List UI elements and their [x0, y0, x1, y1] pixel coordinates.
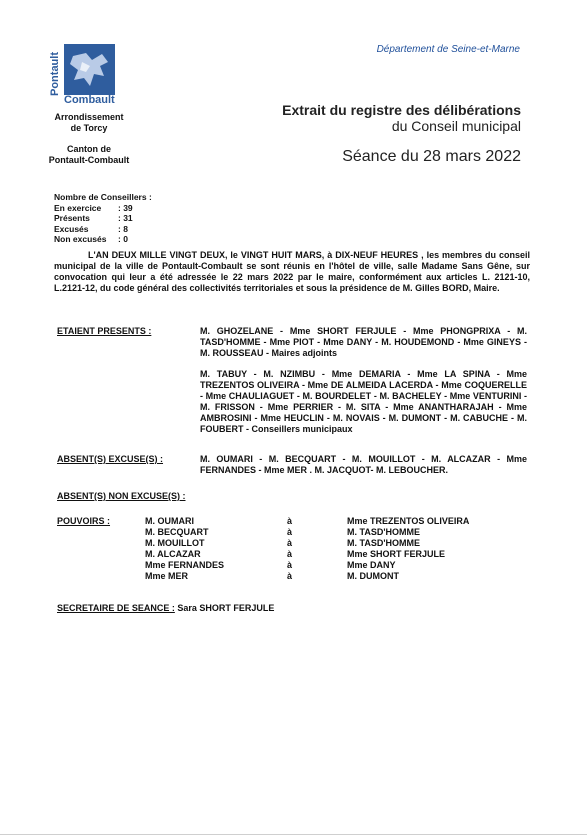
pouvoir-row: M. OUMARI à Mme TREZENTOS OLIVEIRA — [145, 516, 470, 526]
document-subtitle: du Conseil municipal — [391, 118, 521, 134]
stats-row: Excusés : 8 — [54, 223, 128, 234]
stats-row: En exercice : 39 — [54, 202, 133, 213]
arrondissement-block — [30, 112, 148, 134]
intro-paragraph: L'AN DEUX MILLE VINGT DEUX, le VINGT HUIT MARS, à DIX-NEUF HEURES , les membres du conseil municipal de la ville de Pontault-Combault se sont réunis en l'hôtel de ville, salle Madame Sans Gêne, sur convocation qui leur a été adressée le 22 mars 2022 par le maire, conformément aux articles L. 2121-10, L.2121-12, du code général des collectivités territoriales et sous la présidence de M. Gilles BORD, Maire. — [54, 250, 530, 293]
pouvoir-row: Mme MER à M. DUMONT — [145, 571, 399, 581]
logo-text-pontault: Pontault — [49, 52, 61, 96]
pouvoir-row: M. ALCAZAR à Mme SHORT FERJULE — [145, 549, 446, 559]
pouvoir-row: M. BECQUART à M. TASD'HOMME — [145, 527, 420, 537]
pouvoir-row: Mme FERNANDES à Mme DANY — [145, 560, 396, 570]
canton-line: Canton de — [67, 144, 111, 154]
department-label: Département de Seine-et-Marne — [376, 44, 520, 55]
excuses-text: M. OUMARI - M. BECQUART - M. MOUILLOT - M. ALCAZAR - Mme FERNANDES - Mme MER . M. JACQUOT- M. LEBOUCHER. — [200, 454, 527, 475]
non-excuses-label: ABSENT(S) NON EXCUSE(S) : — [57, 491, 186, 501]
secretaire-name: Sara SHORT FERJULE — [177, 603, 275, 613]
bird-logo-icon — [64, 44, 115, 95]
secretaire-label: SECRETAIRE DE SEANCE : — [57, 603, 175, 613]
canton-block — [30, 144, 148, 166]
arrondissement-line: de Torcy — [70, 123, 108, 133]
secretaire-line — [57, 603, 274, 613]
pouvoir-row: M. MOUILLOT à M. TASD'HOMME — [145, 538, 420, 548]
excuses-label: ABSENT(S) EXCUSE(S) : — [57, 454, 164, 464]
arrondissement-line: Arrondissement — [54, 112, 124, 122]
stats-title: Nombre de Conseillers : — [54, 192, 152, 202]
presents-conseillers: M. TABUY - M. NZIMBU - Mme DEMARIA - Mme LA SPINA - Mme TREZENTOS OLIVEIRA - Mme DE ALMEIDA LACERDA - Mme COQUERELLE - Mme CHAULIAGUET - M. BOURDELET - M. BACHELEY - Mme VENTURINI - M. FRISSON - Mme PERRIER - M. SITA - Mme ANANTHARAJAH - Mme AMBROSINI - Mme HEUCLIN - M. NOVAIS - M. DUMONT - M. CABUCHE - M. FOUBERT - Conseillers municipaux — [200, 369, 527, 434]
document-title: Extrait du registre des délibérations — [282, 102, 521, 118]
canton-line: Pontault-Combault — [48, 155, 130, 165]
seance-date: Séance du 28 mars 2022 — [342, 148, 521, 165]
stats-row: Non excusés : 0 — [54, 234, 128, 244]
page-bottom-edge — [0, 834, 587, 835]
pouvoirs-label: POUVOIRS : — [57, 516, 111, 526]
conseillers-stats — [54, 192, 152, 245]
presents-adjoints: M. GHOZELANE - Mme SHORT FERJULE - Mme PHONGPRIXA - M. TASD'HOMME - Mme PIOT - Mme DANY - M. HOUDEMOND - Mme GINEYS - M. ROUSSEAU - Maires adjoints — [200, 326, 527, 358]
city-logo — [64, 44, 115, 95]
logo-text-combault: Combault — [64, 94, 115, 106]
presents-label: ETAIENT PRESENTS : — [57, 326, 152, 336]
stats-row: Présents : 31 — [54, 213, 133, 223]
